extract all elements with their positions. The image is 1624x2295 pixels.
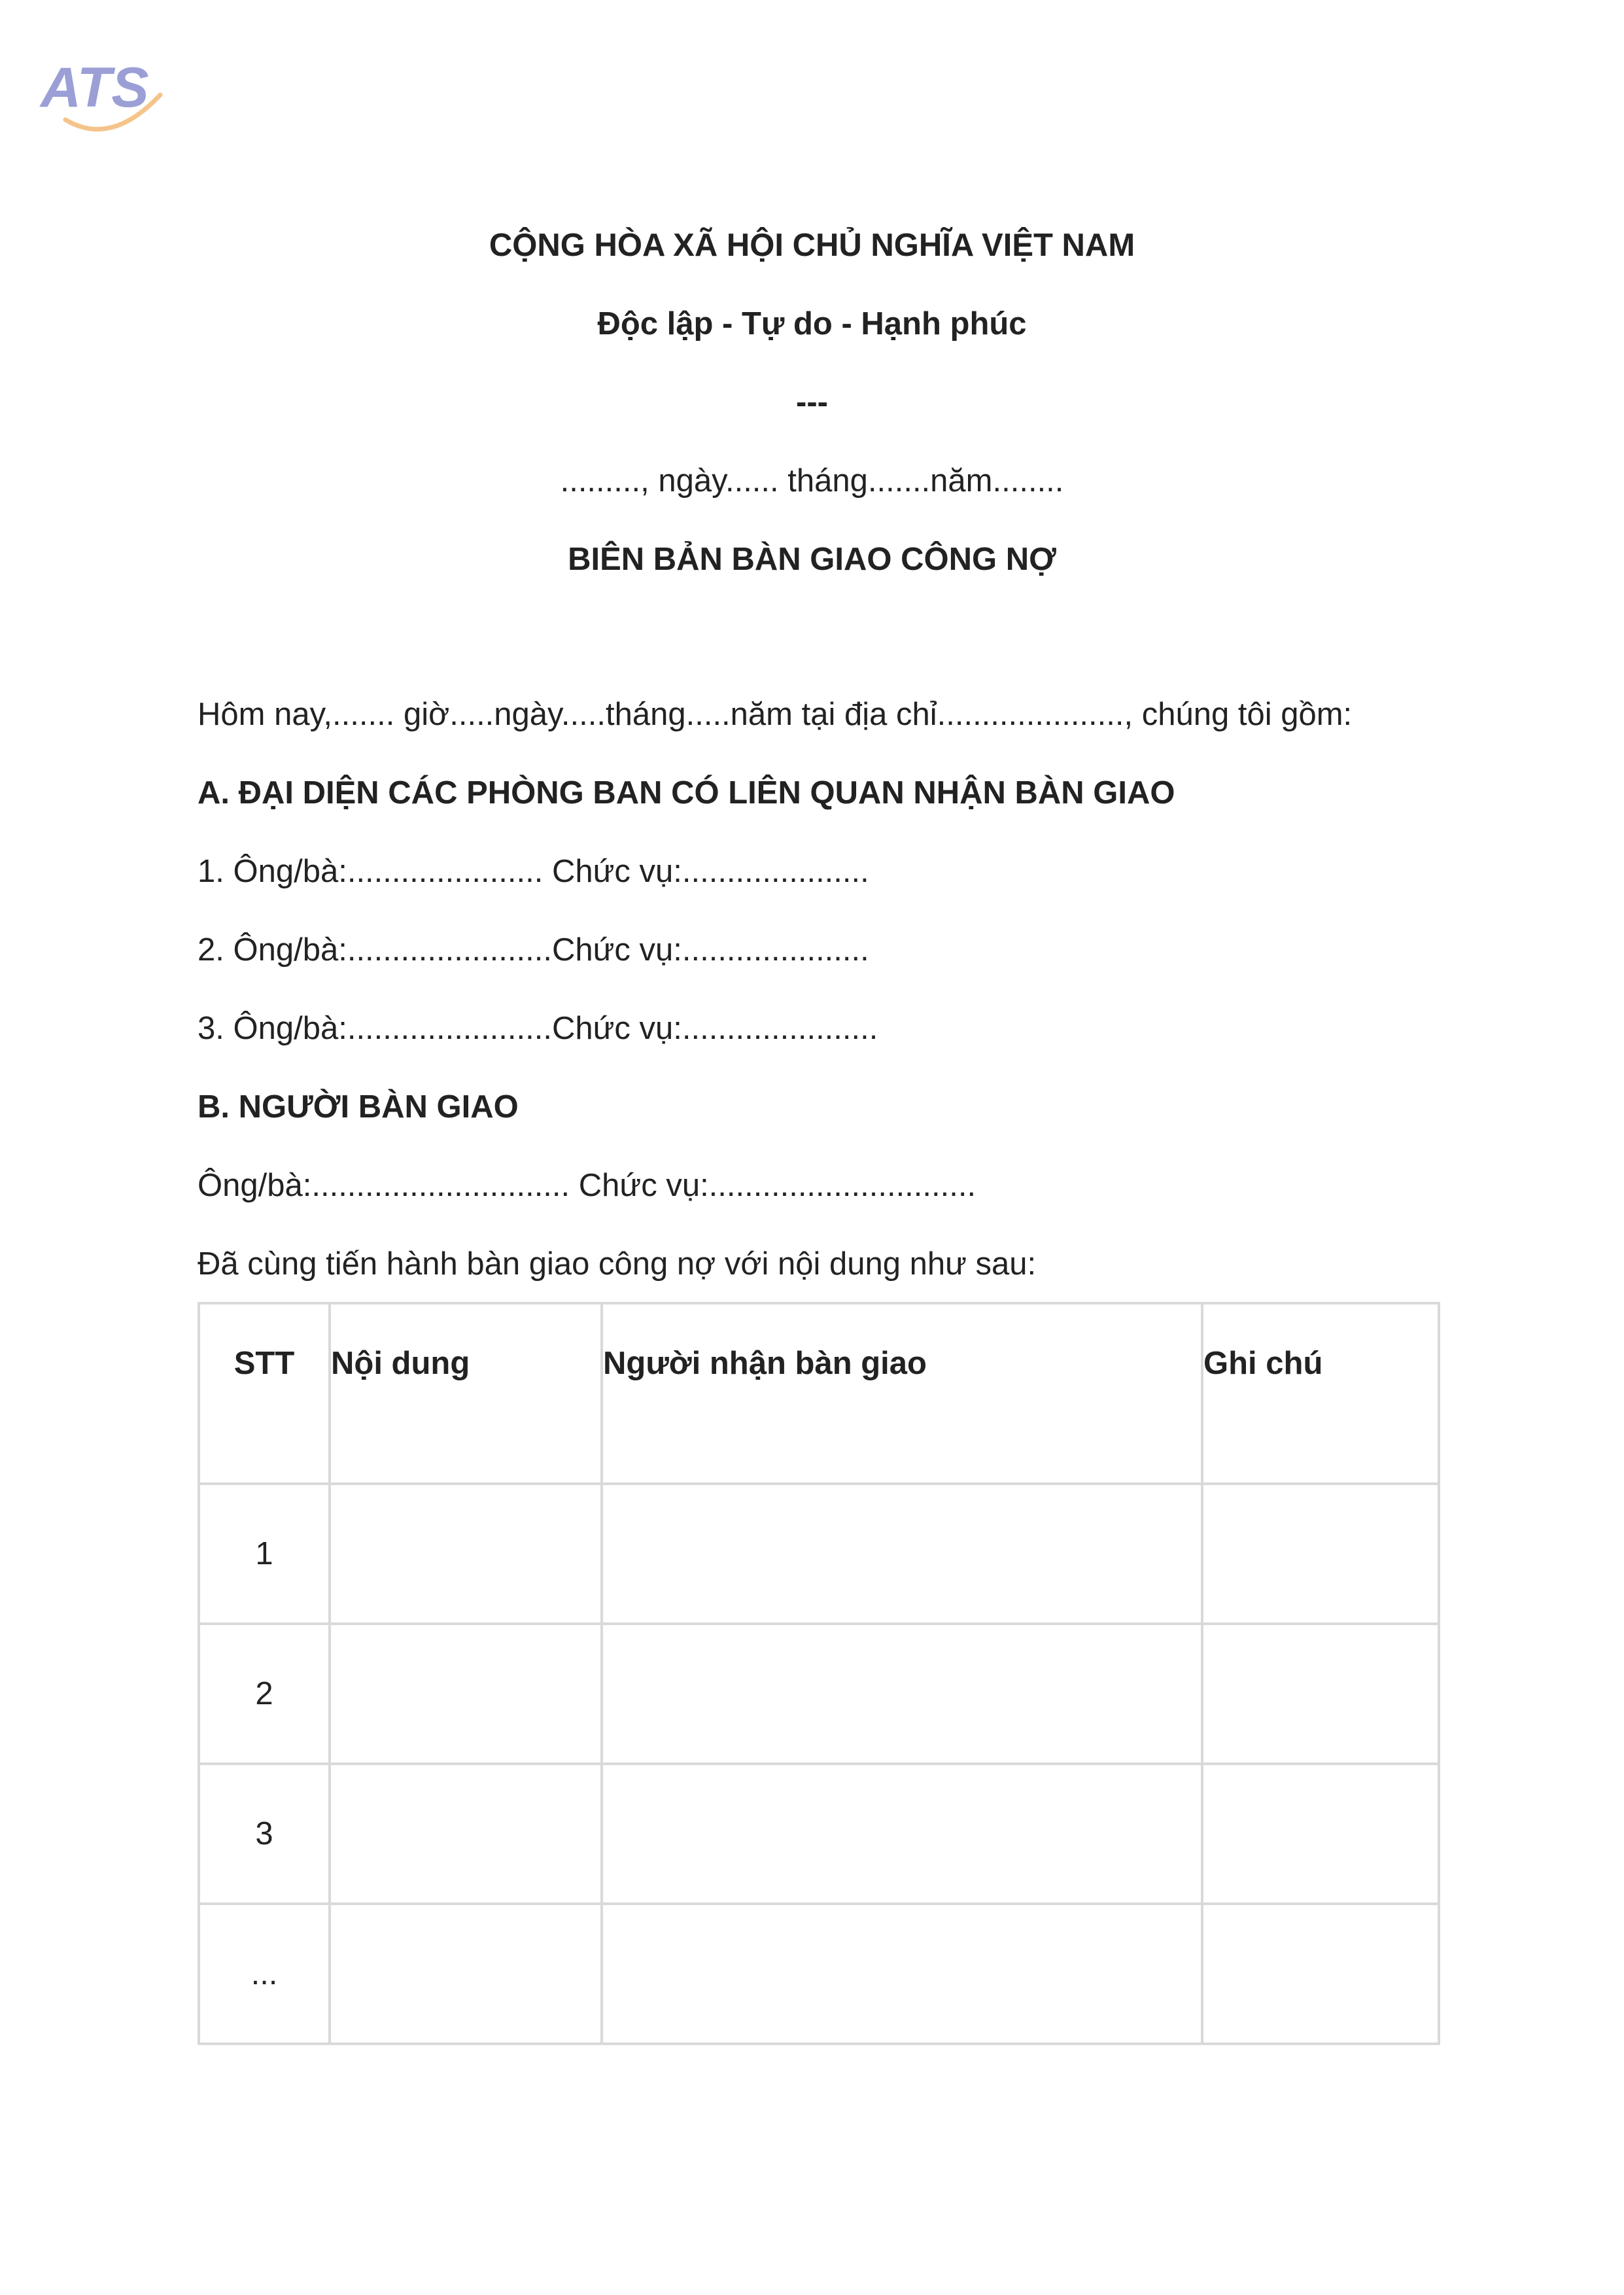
header-stt: STT	[199, 1303, 330, 1484]
cell-stt: ...	[199, 1904, 330, 2044]
cell-stt: 2	[199, 1624, 330, 1764]
motto: Độc lập - Tự do - Hạnh phúc	[597, 306, 1027, 342]
debt-handover-table	[198, 1302, 1440, 2045]
document-title: BIÊN BẢN BÀN GIAO CÔNG NỢ	[568, 542, 1056, 577]
cell-stt: 1	[199, 1484, 330, 1624]
header-receiver: Người nhận bàn giao	[602, 1303, 1202, 1484]
cell-receiver	[602, 1484, 1202, 1624]
section-a-item-3: 3. Ông/bà:.......................Chức vụ:......................	[198, 1011, 878, 1046]
cell-content	[330, 1484, 602, 1624]
cell-receiver	[602, 1764, 1202, 1904]
section-a-item-2: 2. Ông/bà:.......................Chức vụ:.....................	[198, 932, 869, 968]
cell-content	[330, 1764, 602, 1904]
cell-note	[1202, 1624, 1439, 1764]
intro-line: Hôm nay,....... giờ.....ngày.....tháng.....năm tại địa chỉ....................., chúng tôi gồm:	[198, 697, 1353, 732]
cell-content	[330, 1624, 602, 1764]
ats-logo	[39, 49, 177, 134]
country-heading: CỘNG HÒA XÃ HỘI CHỦ NGHĨA VIỆT NAM	[489, 228, 1135, 263]
cell-receiver	[602, 1624, 1202, 1764]
section-b-item: Ông/bà:............................. Chức vụ:..............................	[198, 1168, 976, 1203]
header-note: Ghi chú	[1202, 1303, 1439, 1484]
cell-note	[1202, 1904, 1439, 2044]
separator: ---	[796, 385, 828, 420]
table-row	[199, 1764, 1439, 1904]
date-line: ........., ngày...... tháng.......năm........	[560, 463, 1064, 499]
cell-receiver	[602, 1904, 1202, 2044]
section-a-heading: A. ĐẠI DIỆN CÁC PHÒNG BAN CÓ LIÊN QUAN NHẬN BÀN GIAO	[198, 775, 1175, 811]
table-row	[199, 1624, 1439, 1764]
svg-text:ATS: ATS	[41, 56, 149, 119]
section-a-item-1: 1. Ông/bà:...................... Chức vụ:.....................	[198, 854, 869, 889]
header-content: Nội dung	[330, 1303, 602, 1484]
table-row	[199, 1904, 1439, 2044]
table-row	[199, 1484, 1439, 1624]
table-intro: Đã cùng tiến hành bàn giao công nợ với nội dung như sau:	[198, 1246, 1037, 1282]
cell-note	[1202, 1764, 1439, 1904]
cell-stt: 3	[199, 1764, 330, 1904]
cell-note	[1202, 1484, 1439, 1624]
cell-content	[330, 1904, 602, 2044]
table-header-row	[199, 1303, 1439, 1484]
section-b-heading: B. NGƯỜI BÀN GIAO	[198, 1089, 519, 1125]
